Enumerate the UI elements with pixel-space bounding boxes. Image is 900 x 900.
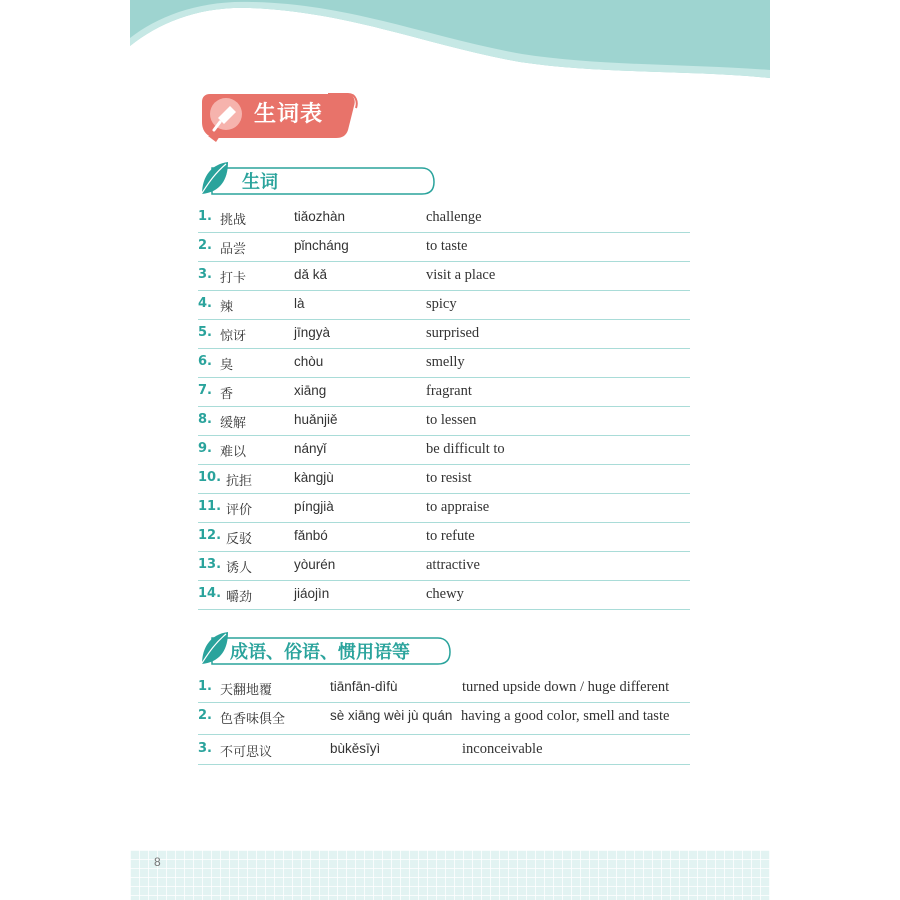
vocab-row: [198, 203, 690, 233]
vocab-row: [198, 290, 690, 320]
item-hanzi: 反驳: [226, 532, 253, 547]
leaf-icon: [202, 632, 228, 664]
item-meaning: fragrant: [426, 383, 472, 399]
vocab-row: [198, 522, 690, 552]
item-number: 9.: [198, 441, 212, 456]
item-meaning: spicy: [426, 296, 457, 312]
item-number: 1.: [198, 209, 212, 224]
item-pinyin: bùkěsīyì: [330, 741, 381, 756]
item-pinyin: pǐncháng: [294, 238, 349, 253]
item-meaning: turned upside down / huge different: [462, 679, 670, 695]
item-number: 8.: [198, 412, 212, 427]
vocab-row: [198, 377, 690, 407]
item-meaning: attractive: [426, 557, 480, 573]
item-meaning: visit a place: [426, 267, 496, 283]
page-title: 生词表: [254, 102, 324, 127]
item-hanzi: 诱人: [226, 561, 253, 576]
item-hanzi: 辣: [220, 300, 234, 315]
item-meaning: smelly: [426, 354, 465, 370]
pushpin-icon: [210, 98, 242, 130]
item-number: 7.: [198, 383, 212, 398]
item-pinyin: tiānfān-dìfù: [330, 679, 398, 694]
idiom-row: [198, 673, 690, 703]
item-meaning: inconceivable: [462, 741, 543, 757]
idiom-row: [198, 735, 690, 765]
item-pinyin: là: [294, 296, 305, 311]
page-number: 8: [154, 855, 161, 869]
idiom-row: [198, 702, 690, 735]
item-pinyin: yòurén: [294, 557, 336, 572]
item-meaning: to refute: [426, 528, 475, 544]
vocab-row: [198, 464, 690, 494]
section-header-idioms: [198, 630, 458, 670]
item-hanzi: 臭: [220, 358, 234, 373]
item-hanzi: 挑战: [220, 213, 247, 228]
item-hanzi: 惊讶: [220, 329, 247, 344]
vocab-row: [198, 551, 690, 581]
section-header-vocabulary: [198, 160, 438, 200]
item-pinyin: tiǎozhàn: [294, 209, 346, 224]
item-meaning: to lessen: [426, 412, 477, 428]
item-meaning: to taste: [426, 238, 468, 254]
item-number: 4.: [198, 296, 212, 311]
item-hanzi: 打卡: [220, 271, 247, 286]
item-number: 11.: [198, 499, 222, 514]
top-wave-decoration: [130, 0, 770, 80]
vocab-row: [198, 580, 690, 610]
item-hanzi: 缓解: [220, 416, 247, 431]
item-meaning: to appraise: [426, 499, 490, 515]
item-pinyin: píngjià: [294, 499, 334, 514]
item-pinyin: fǎnbó: [294, 528, 328, 543]
item-meaning: having a good color, smell and taste: [461, 708, 670, 724]
vocab-row: [198, 319, 690, 349]
item-hanzi: 不可思议: [220, 745, 273, 760]
item-meaning: to resist: [426, 470, 472, 486]
item-number: 12.: [198, 528, 222, 543]
section-title: 生词: [242, 172, 278, 193]
vocab-row: [198, 261, 690, 291]
item-hanzi: 嚼劲: [226, 590, 253, 605]
item-hanzi: 品尝: [220, 242, 247, 257]
section-title: 成语、俗语、惯用语等: [230, 642, 410, 663]
textbook-page: [130, 0, 770, 900]
item-pinyin: kàngjù: [294, 470, 334, 485]
item-pinyin: huǎnjiě: [294, 412, 338, 427]
item-meaning: challenge: [426, 209, 482, 225]
item-hanzi: 评价: [226, 503, 253, 518]
vocab-row: [198, 406, 690, 436]
item-number: 2.: [198, 238, 212, 253]
vocab-row: [198, 232, 690, 262]
item-number: 1.: [198, 679, 212, 694]
item-number: 10.: [198, 470, 222, 485]
leaf-icon: [202, 162, 228, 194]
item-number: 6.: [198, 354, 212, 369]
item-meaning: be difficult to: [426, 441, 505, 457]
item-pinyin: jīngyà: [294, 325, 331, 340]
bottom-grid-band: [130, 850, 770, 900]
vocab-row: [198, 493, 690, 523]
item-number: 13.: [198, 557, 222, 572]
item-pinyin: jiáojìn: [294, 586, 330, 601]
item-hanzi: 抗拒: [226, 474, 253, 489]
item-number: 3.: [198, 741, 212, 756]
item-meaning: chewy: [426, 586, 464, 602]
item-hanzi: 色香味俱全: [220, 712, 286, 727]
item-pinyin: xiāng: [294, 383, 327, 398]
item-hanzi: 香: [220, 387, 234, 402]
vocab-row: [198, 435, 690, 465]
item-hanzi: 天翻地覆: [220, 683, 273, 698]
item-pinyin: chòu: [294, 354, 324, 369]
item-meaning: surprised: [426, 325, 480, 341]
item-number: 3.: [198, 267, 212, 282]
item-pinyin: sè xiāng wèi jù quán: [330, 708, 453, 723]
item-pinyin: dǎ kǎ: [294, 267, 328, 282]
item-number: 14.: [198, 586, 222, 601]
item-number: 5.: [198, 325, 212, 340]
vocab-row: [198, 348, 690, 378]
item-number: 2.: [198, 708, 212, 723]
item-hanzi: 难以: [220, 445, 247, 460]
item-pinyin: nányǐ: [294, 441, 327, 456]
